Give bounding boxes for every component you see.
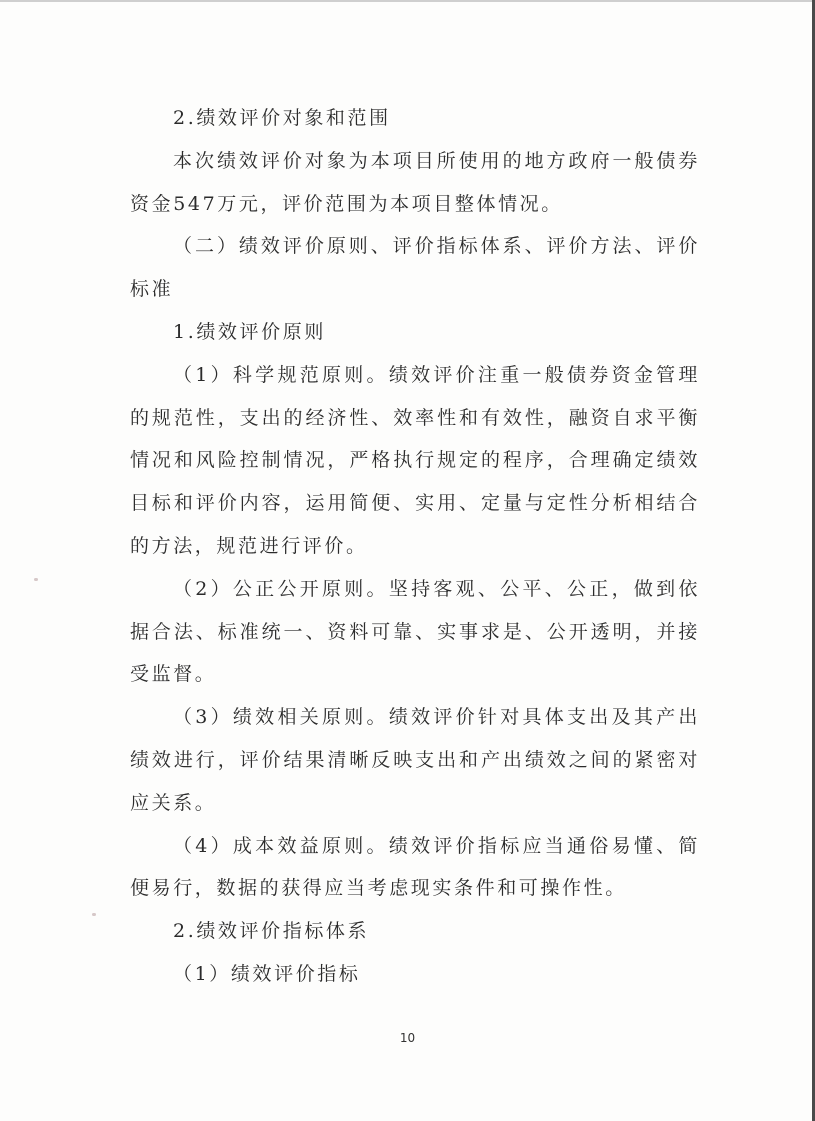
scan-speck — [34, 578, 38, 581]
section-heading-principles: （二）绩效评价原则、评价指标体系、评价方法、评价标准 — [130, 235, 700, 301]
scan-speck — [92, 913, 96, 916]
paragraph-scope: 本次绩效评价对象为本项目所使用的地方政府一般债券资金547万元，评价范围为本项目整体情况。 — [130, 149, 700, 215]
page-number: 10 — [399, 1031, 416, 1045]
paragraph-principle-2: （2）公正公开原则。坚持客观、公平、公正，做到依据合法、标准统一、资料可靠、实事求是、公开透明，并接受监督。 — [130, 577, 700, 686]
subsection-heading-scope: 2.绩效评价对象和范围 — [173, 107, 391, 129]
scan-top-edge — [0, 0, 815, 2]
document-body — [130, 97, 700, 996]
paragraph-principle-1: （1）科学规范原则。绩效评价注重一般债券资金管理的规范性，支出的经济性、效率性和有效性，融资自求平衡情况和风险控制情况，严格执行规定的程序，合理确定绩效目标和评价内容，运用简便、实用、定量与定性分析相结合的方法，规范进行评价。 — [130, 363, 700, 557]
subsection-heading-principles: 1.绩效评价原则 — [173, 320, 326, 343]
item-heading-indicators: （1）绩效评价指标 — [173, 962, 361, 985]
subsection-heading-indicators: 2.绩效评价指标体系 — [173, 920, 370, 943]
paragraph-principle-3: （3）绩效相关原则。绩效评价针对具体支出及其产出绩效进行，评价结果清晰反映支出和产出绩效之间的紧密对应关系。 — [130, 706, 700, 814]
paragraph-principle-4: （4）成本效益原则。绩效评价指标应当通俗易懂、简便易行，数据的获得应当考虑现实条件和可操作性。 — [130, 834, 700, 900]
